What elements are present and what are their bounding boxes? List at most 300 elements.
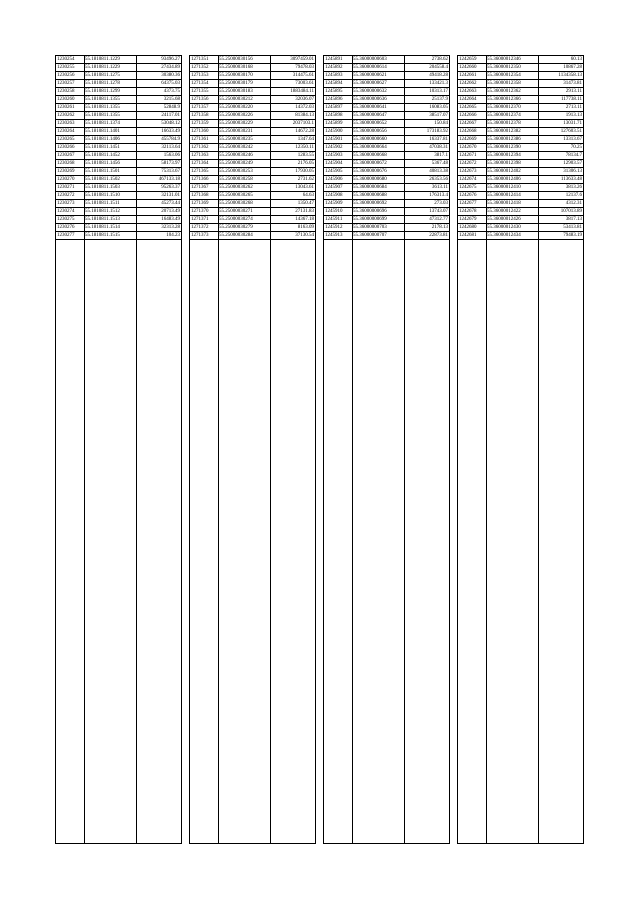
amount-cell: 64375.03 <box>161 81 180 86</box>
reference-cell: 55.1810811.1299 <box>85 89 120 94</box>
row-id-cell: 1271366 <box>191 177 209 182</box>
reference-cell: 55.36000012430 <box>487 225 521 230</box>
table-row <box>458 88 583 96</box>
amount-cell: 3817.1 <box>434 153 448 158</box>
table-row <box>190 120 315 128</box>
reference-cell: 55.25000030235 <box>219 137 253 142</box>
reference-cell: 55.1810811.1511 <box>85 201 120 206</box>
reference-cell: 55.36000000676 <box>353 169 387 174</box>
reference-cell: 55.25000030242 <box>219 145 253 150</box>
amount-cell: 2731.62 <box>297 177 314 182</box>
table-row <box>56 224 181 232</box>
row-id-cell: 1230254 <box>57 57 75 62</box>
amount-cell: 49418.28 <box>429 73 448 78</box>
row-id-cell: 1242678 <box>459 209 477 214</box>
table-row <box>190 200 315 208</box>
row-id-cell: 1271356 <box>191 97 209 102</box>
reference-cell: 55.36000012394 <box>487 153 521 158</box>
row-id-cell: 1245910 <box>325 209 343 214</box>
row-id-cell: 1245894 <box>325 81 343 86</box>
row-id-cell: 1245904 <box>325 161 343 166</box>
row-id-cell: 1242671 <box>459 153 477 158</box>
amount-cell: 73003.61 <box>295 81 314 86</box>
reference-cell: 55.25000030271 <box>219 209 253 214</box>
table-row <box>324 88 449 96</box>
amount-cell: 40813.38 <box>429 169 448 174</box>
row-id-cell: 1230255 <box>57 65 75 70</box>
row-id-cell: 1245912 <box>325 225 343 230</box>
table-row <box>190 232 315 240</box>
reference-cell: 55.36000000632 <box>353 89 387 94</box>
reference-cell: 55.1810811.1275 <box>85 73 120 78</box>
table-row <box>56 64 181 72</box>
row-id-cell: 1271373 <box>191 233 209 238</box>
table-row <box>458 96 583 104</box>
amount-cell: 16633.49 <box>161 129 180 134</box>
amount-cell: 31306.13 <box>563 169 582 174</box>
table-row <box>56 160 181 168</box>
amount-cell: 127603.51 <box>560 129 582 134</box>
row-id-cell: 1271351 <box>191 57 209 62</box>
table-row <box>324 160 449 168</box>
amount-cell: 12137.6 <box>565 193 582 198</box>
amount-cell: 38517.07 <box>429 113 448 118</box>
reference-cell: 55.36000012346 <box>487 57 521 62</box>
reference-cell: 55.1810811.1510 <box>85 193 120 198</box>
amount-cell: 204558.4 <box>429 65 448 70</box>
table-row <box>56 144 181 152</box>
row-id-cell: 1242661 <box>459 73 477 78</box>
row-id-cell: 1230272 <box>57 193 75 198</box>
reference-cell: 55.36000012402 <box>487 169 521 174</box>
reference-cell: 55.25000030179 <box>219 81 253 86</box>
row-id-cell: 1245903 <box>325 153 343 158</box>
table-row <box>190 176 315 184</box>
table-row <box>190 128 315 136</box>
table-row <box>56 168 181 176</box>
row-id-cell: 1242672 <box>459 161 477 166</box>
row-id-cell: 1242680 <box>459 225 477 230</box>
amount-cell: 12903.57 <box>563 161 582 166</box>
reference-cell: 55.25000030258 <box>219 177 253 182</box>
table-row <box>458 120 583 128</box>
table-row <box>190 56 315 64</box>
reference-cell: 55.25000030220 <box>219 105 253 110</box>
amount-cell: 2176.05 <box>297 161 314 166</box>
amount-cell: 13043.61 <box>295 185 314 190</box>
row-id-cell: 1271367 <box>191 185 209 190</box>
amount-cell: 75313.67 <box>161 169 180 174</box>
reference-cell: 55.1810811.1401 <box>85 129 120 134</box>
row-id-cell: 1230264 <box>57 129 75 134</box>
row-id-cell: 1230260 <box>57 97 75 102</box>
amount-cell: 117738.11 <box>561 97 582 102</box>
row-id-cell: 1245893 <box>325 73 343 78</box>
amount-cell: 3613.11 <box>431 185 448 190</box>
table-row <box>458 112 583 120</box>
table-row <box>458 56 583 64</box>
reference-cell: 55.1810811.1512 <box>85 209 120 214</box>
table-row <box>56 88 181 96</box>
row-id-cell: 1245907 <box>325 185 343 190</box>
table-row <box>458 128 583 136</box>
table-row <box>190 96 315 104</box>
table-row <box>324 64 449 72</box>
reference-cell: 55.1810811.1229 <box>85 57 120 62</box>
row-id-cell: 1242659 <box>459 57 477 62</box>
row-id-cell: 1230267 <box>57 153 75 158</box>
table-row <box>190 136 315 144</box>
reference-cell: 55.25000030246 <box>219 153 253 158</box>
reference-cell: 55.36000000660 <box>353 137 387 142</box>
table-row <box>56 176 181 184</box>
reference-cell: 55.36000000699 <box>353 217 387 222</box>
reference-cell: 55.25000030249 <box>219 161 253 166</box>
amount-cell: 13313.67 <box>563 137 582 142</box>
amount-cell: 25137.9 <box>431 97 448 102</box>
table-row <box>324 112 449 120</box>
reference-cell: 55.25000030183 <box>219 89 253 94</box>
table-row <box>56 80 181 88</box>
table-row <box>190 224 315 232</box>
reference-cell: 55.36000000707 <box>353 233 387 238</box>
row-id-cell: 1242662 <box>459 81 477 86</box>
amount-cell: 2178.13 <box>431 225 448 230</box>
amount-cell: 2913.11 <box>565 89 582 94</box>
table-row <box>324 128 449 136</box>
amount-cell: 1883484.11 <box>290 89 314 94</box>
table-row <box>190 88 315 96</box>
row-id-cell: 1271364 <box>191 161 209 166</box>
reference-cell: 55.36000012410 <box>487 185 521 190</box>
reference-cell: 55.36000012406 <box>487 177 521 182</box>
table-row <box>56 152 181 160</box>
reference-cell: 55.36000000684 <box>353 185 387 190</box>
reference-cell: 55.36000012350 <box>487 65 521 70</box>
amount-cell: 4373.75 <box>163 89 180 94</box>
amount-cell: 93496.27 <box>161 57 180 62</box>
table-row <box>458 224 583 232</box>
amount-cell: 133421.3 <box>429 81 448 86</box>
amount-cell: 58173.97 <box>161 161 180 166</box>
reference-cell: 55.36000012390 <box>487 145 521 150</box>
row-id-cell: 1245892 <box>325 65 343 70</box>
row-id-cell: 1230256 <box>57 73 75 78</box>
table-row <box>190 184 315 192</box>
row-id-cell: 1245897 <box>325 105 343 110</box>
amount-cell: 13031.71 <box>563 121 582 126</box>
reference-cell: 55.36000012398 <box>487 161 521 166</box>
table-row <box>458 152 583 160</box>
table-row <box>190 192 315 200</box>
reference-cell: 55.1810811.1374 <box>85 121 120 126</box>
row-id-cell: 1245909 <box>325 201 343 206</box>
reference-cell: 55.25000030253 <box>219 169 253 174</box>
row-id-cell: 1271352 <box>191 65 209 70</box>
reference-cell: 55.25000030284 <box>219 233 253 238</box>
amount-cell: 173183.92 <box>426 129 448 134</box>
table-row <box>324 120 449 128</box>
reference-cell: 55.36000000647 <box>353 113 387 118</box>
amount-cell: 45273.44 <box>161 201 180 206</box>
row-id-cell: 1242667 <box>459 121 477 126</box>
table-row <box>190 216 315 224</box>
amount-cell: 8163.09 <box>297 225 314 230</box>
amount-cell: 1283.55 <box>297 153 314 158</box>
amount-cell: 81384.13 <box>295 113 314 118</box>
reference-cell: 55.36000000656 <box>353 129 387 134</box>
row-id-cell: 1245901 <box>325 137 343 142</box>
row-id-cell: 1271372 <box>191 225 209 230</box>
table-row <box>324 176 449 184</box>
reference-cell: 55.36000000652 <box>353 121 387 126</box>
amount-cell: 3813.26 <box>565 185 582 190</box>
table-row <box>56 120 181 128</box>
row-id-cell: 1271362 <box>191 145 209 150</box>
table-row <box>190 168 315 176</box>
table-row <box>324 104 449 112</box>
row-id-cell: 1271353 <box>191 73 209 78</box>
row-id-cell: 1230275 <box>57 217 75 222</box>
amount-cell: 4312.31 <box>565 201 582 206</box>
table-row <box>56 232 181 240</box>
table-block <box>323 55 450 844</box>
row-id-cell: 1242673 <box>459 169 477 174</box>
amount-cell: 47038.31 <box>429 145 448 150</box>
amount-cell: 27131.83 <box>295 209 314 214</box>
amount-cell: 20713.49 <box>161 209 180 214</box>
row-id-cell: 1245895 <box>325 89 343 94</box>
reference-cell: 55.36000000664 <box>353 145 387 150</box>
amount-cell: 107013.89 <box>560 209 582 214</box>
reference-cell: 55.1810811.1278 <box>85 81 120 86</box>
amount-cell: 78134.7 <box>565 153 582 158</box>
row-id-cell: 1230262 <box>57 113 75 118</box>
row-id-cell: 1245891 <box>325 57 343 62</box>
row-id-cell: 1242663 <box>459 89 477 94</box>
table-row <box>190 208 315 216</box>
amount-cell: 13743.07 <box>429 209 448 214</box>
row-id-cell: 1245913 <box>325 233 343 238</box>
amount-cell: 467133.18 <box>158 177 180 182</box>
reference-cell: 55.36000012386 <box>487 137 521 142</box>
row-id-cell: 1242666 <box>459 113 477 118</box>
row-id-cell: 1230261 <box>57 105 75 110</box>
amount-cell: 24117.01 <box>161 113 180 118</box>
reference-cell: 55.1810811.1355 <box>85 105 120 110</box>
reference-cell: 55.36000012378 <box>487 121 521 126</box>
amount-cell: 32131.01 <box>161 193 180 198</box>
reference-cell: 55.1810811.1355 <box>85 113 120 118</box>
reference-cell: 55.1810811.1514 <box>85 225 120 230</box>
amount-cell: 10313.17 <box>429 89 448 94</box>
reference-cell: 55.36000012358 <box>487 81 521 86</box>
row-id-cell: 1271359 <box>191 121 209 126</box>
amount-cell: 273.03 <box>434 201 448 206</box>
row-id-cell: 1271361 <box>191 137 209 142</box>
table-row <box>458 208 583 216</box>
row-id-cell: 1271369 <box>191 201 209 206</box>
amount-cell: 2713.11 <box>565 105 582 110</box>
amount-cell: 16083.05 <box>429 105 448 110</box>
table-block <box>189 55 316 844</box>
table-row <box>458 176 583 184</box>
amount-cell: 1347.64 <box>297 137 314 142</box>
table-row <box>56 208 181 216</box>
reference-cell: 55.36000000614 <box>353 65 387 70</box>
table-row <box>458 144 583 152</box>
amount-cell: 14672.28 <box>295 129 314 134</box>
row-id-cell: 1230257 <box>57 81 75 86</box>
amount-cell: 3097459.01 <box>290 57 314 62</box>
table-row <box>324 152 449 160</box>
reference-cell: 55.1810811.1451 <box>85 145 120 150</box>
row-id-cell: 1271371 <box>191 217 209 222</box>
amount-cell: 32313.28 <box>161 225 180 230</box>
row-id-cell: 1230270 <box>57 177 75 182</box>
reference-cell: 55.36000000672 <box>353 161 387 166</box>
row-id-cell: 1242669 <box>459 137 477 142</box>
table-row <box>458 104 583 112</box>
row-id-cell: 1230266 <box>57 145 75 150</box>
table-row <box>190 72 315 80</box>
reference-cell: 55.36000000603 <box>353 57 387 62</box>
reference-cell: 55.1810811.1456 <box>85 161 120 166</box>
amount-cell: 79478.03 <box>295 65 314 70</box>
reference-cell: 55.25000030212 <box>219 97 253 102</box>
row-id-cell: 1245905 <box>325 169 343 174</box>
table-row <box>56 184 181 192</box>
table-row <box>56 192 181 200</box>
amount-cell: 95263.37 <box>161 185 180 190</box>
row-id-cell: 1242679 <box>459 217 477 222</box>
amount-cell: 30380.36 <box>161 73 180 78</box>
reference-cell: 55.1810811.1503 <box>85 185 120 190</box>
table-row <box>458 136 583 144</box>
amount-cell: 52848.9 <box>163 105 180 110</box>
row-id-cell: 1271365 <box>191 169 209 174</box>
reference-cell: 55.25000030168 <box>219 65 253 70</box>
table-row <box>458 184 583 192</box>
row-id-cell: 1245906 <box>325 177 343 182</box>
table-block <box>457 55 584 844</box>
row-id-cell: 1242670 <box>459 145 477 150</box>
reference-cell: 55.36000012382 <box>487 129 521 134</box>
table-row <box>458 216 583 224</box>
amount-cell: 79483.19 <box>563 233 582 238</box>
reference-cell: 55.36000012354 <box>487 73 521 78</box>
table-row <box>56 112 181 120</box>
amount-cell: 27434.89 <box>161 65 180 70</box>
row-id-cell: 1242676 <box>459 193 477 198</box>
amount-cell: 455784.9 <box>161 137 180 142</box>
reference-cell: 55.1810811.1406 <box>85 137 120 142</box>
ledger-table <box>55 55 585 844</box>
amount-cell: 22873.81 <box>429 233 448 238</box>
table-row <box>324 232 449 240</box>
row-id-cell: 1230269 <box>57 169 75 174</box>
table-row <box>324 56 449 64</box>
reference-cell: 55.36000012418 <box>487 201 521 206</box>
reference-cell: 55.25000030274 <box>219 217 253 222</box>
row-id-cell: 1230273 <box>57 201 75 206</box>
amount-cell: 16337.81 <box>429 137 448 142</box>
reference-cell: 55.36000000627 <box>353 81 387 86</box>
amount-cell: 14367.18 <box>295 217 314 222</box>
row-id-cell: 1230268 <box>57 161 75 166</box>
reference-cell: 55.1810811.1501 <box>85 169 120 174</box>
table-row <box>324 96 449 104</box>
row-id-cell: 1242677 <box>459 201 477 206</box>
table-row <box>56 216 181 224</box>
table-row <box>56 200 181 208</box>
table-row <box>458 80 583 88</box>
row-id-cell: 1230277 <box>57 233 75 238</box>
reference-cell: 55.36000000636 <box>353 97 387 102</box>
row-id-cell: 1242665 <box>459 105 477 110</box>
reference-cell: 55.36000012370 <box>487 105 521 110</box>
amount-cell: 1913.13 <box>565 113 582 118</box>
row-id-cell: 1230271 <box>57 185 75 190</box>
amount-cell: 12350.11 <box>295 145 314 150</box>
row-id-cell: 1271363 <box>191 153 209 158</box>
table-block <box>55 55 182 844</box>
reference-cell: 55.36000000688 <box>353 193 387 198</box>
amount-cell: 10867.28 <box>563 65 582 70</box>
row-id-cell: 1242660 <box>459 65 477 70</box>
row-id-cell: 1242668 <box>459 129 477 134</box>
table-row <box>324 184 449 192</box>
reference-cell: 55.36000000703 <box>353 225 387 230</box>
table-row <box>56 136 181 144</box>
table-row <box>190 144 315 152</box>
reference-cell: 55.25000030231 <box>219 129 253 134</box>
reference-cell: 55.25000030226 <box>219 113 253 118</box>
row-id-cell: 1271360 <box>191 129 209 134</box>
amount-cell: 113633.48 <box>560 177 582 182</box>
reference-cell: 55.36000012374 <box>487 113 521 118</box>
row-id-cell: 1242675 <box>459 185 477 190</box>
reference-cell: 55.25000030170 <box>219 73 253 78</box>
row-id-cell: 1245900 <box>325 129 343 134</box>
row-id-cell: 1230276 <box>57 225 75 230</box>
amount-cell: 1350.47 <box>297 201 314 206</box>
reference-cell: 55.25000030156 <box>219 57 253 62</box>
row-id-cell: 1245896 <box>325 97 343 102</box>
table-row <box>190 160 315 168</box>
amount-cell: 37130.54 <box>295 233 314 238</box>
amount-cell: 1134358.13 <box>558 73 582 78</box>
table-row <box>458 64 583 72</box>
reference-cell: 55.1810811.1452 <box>85 153 120 158</box>
amount-cell: 32036.07 <box>295 97 314 102</box>
amount-cell: 1563.06 <box>163 153 180 158</box>
row-id-cell: 1245898 <box>325 113 343 118</box>
amount-cell: 2037103.1 <box>292 121 314 126</box>
amount-cell: 53413.81 <box>563 225 582 230</box>
reference-cell: 55.36000000696 <box>353 209 387 214</box>
table-row <box>324 72 449 80</box>
amount-cell: 47312.77 <box>429 217 448 222</box>
table-row <box>56 96 181 104</box>
table-row <box>324 224 449 232</box>
amount-cell: 176313.4 <box>429 193 448 198</box>
reference-cell: 55.36000012422 <box>487 209 521 214</box>
amount-cell: 26353.56 <box>429 177 448 182</box>
row-id-cell: 1230263 <box>57 121 75 126</box>
reference-cell: 55.36000012362 <box>487 89 521 94</box>
table-row <box>458 192 583 200</box>
